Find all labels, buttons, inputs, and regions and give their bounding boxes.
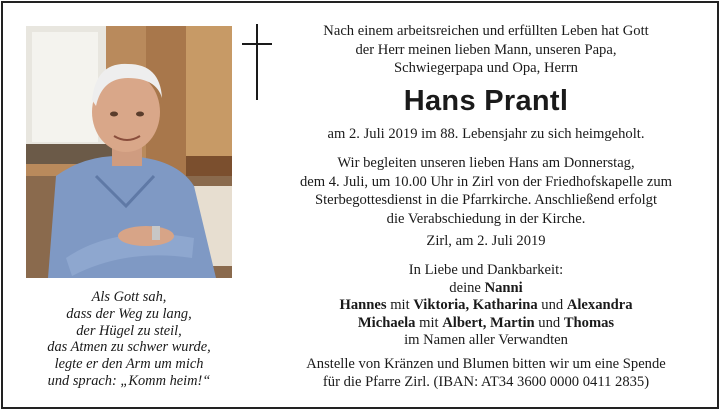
family-text: mit	[415, 314, 443, 331]
service-line: Sterbegottesdienst in die Pfarrkirche. Anschließend erfolgt	[314, 192, 658, 208]
family-member-name: Alexandra	[566, 297, 633, 314]
service-line: die Verabschiedung in der Kirche.	[386, 210, 586, 227]
intro-text	[276, 22, 696, 78]
deceased-name: Hans Prantl	[403, 85, 569, 117]
family-member-name: Michaela	[357, 314, 416, 331]
memorial-poem	[18, 289, 240, 390]
family-text: deine	[449, 279, 485, 296]
poem-line: legte er den Arm um mich	[54, 356, 204, 373]
cross-icon	[242, 24, 272, 100]
place-date: Zirl, am 2. Juli 2019	[426, 233, 546, 249]
family-member-name: Hannes	[339, 297, 387, 314]
family-member-name: Nanni	[484, 279, 523, 296]
family-text: und	[537, 297, 567, 314]
donation-request	[276, 355, 696, 391]
poem-line: dass der Weg zu lang,	[66, 305, 192, 322]
portrait-photo	[26, 26, 232, 278]
family-member-name: Viktoria, Katharina	[413, 297, 538, 314]
intro-line: Schwiegerpapa und Opa, Herrn	[394, 60, 578, 76]
cross-horizontal-bar	[242, 43, 272, 45]
family-line-son	[276, 297, 696, 315]
donation-line: Anstelle von Kränzen und Blumen bitten wir um eine Spende	[306, 356, 666, 372]
poem-line: das Atmen zu schwer wurde,	[47, 339, 211, 356]
family-closing: im Namen aller Verwandten	[404, 332, 568, 349]
donation-line: für die Pfarre Zirl. (IBAN: AT34 3600 0000 0411 2835)	[322, 374, 650, 390]
family-member-name: Thomas	[563, 314, 615, 331]
service-line: Wir begleiten unseren lieben Hans am Donnerstag,	[337, 155, 635, 171]
family-signature	[276, 262, 696, 350]
cross-vertical-bar	[256, 24, 258, 100]
family-line-daughter	[276, 315, 696, 333]
poem-line: Als Gott sah,	[91, 289, 167, 305]
family-text: und	[534, 314, 564, 331]
intro-line: der Herr meinen lieben Mann, unseren Papa,	[355, 41, 617, 58]
portrait-photo-graphic	[26, 26, 232, 278]
death-notice-line: am 2. Juli 2019 im 88. Lebensjahr zu sich heimgeholt.	[327, 126, 645, 142]
family-intro: In Liebe und Dankbarkeit:	[408, 262, 564, 278]
funeral-service-text	[276, 154, 696, 228]
intro-line: Nach einem arbeitsreichen und erfüllten Leben hat Gott	[323, 23, 649, 39]
family-member-name: Albert, Martin	[442, 314, 535, 331]
poem-line: und sprach: „Komm heim!“	[47, 372, 211, 389]
family-line-spouse	[276, 280, 696, 298]
poem-line: der Hügel zu steil,	[76, 322, 182, 339]
family-text: mit	[386, 297, 414, 314]
service-line: dem 4. Juli, um 10.00 Uhr in Zirl von der Friedhofskapelle zum	[299, 173, 673, 190]
